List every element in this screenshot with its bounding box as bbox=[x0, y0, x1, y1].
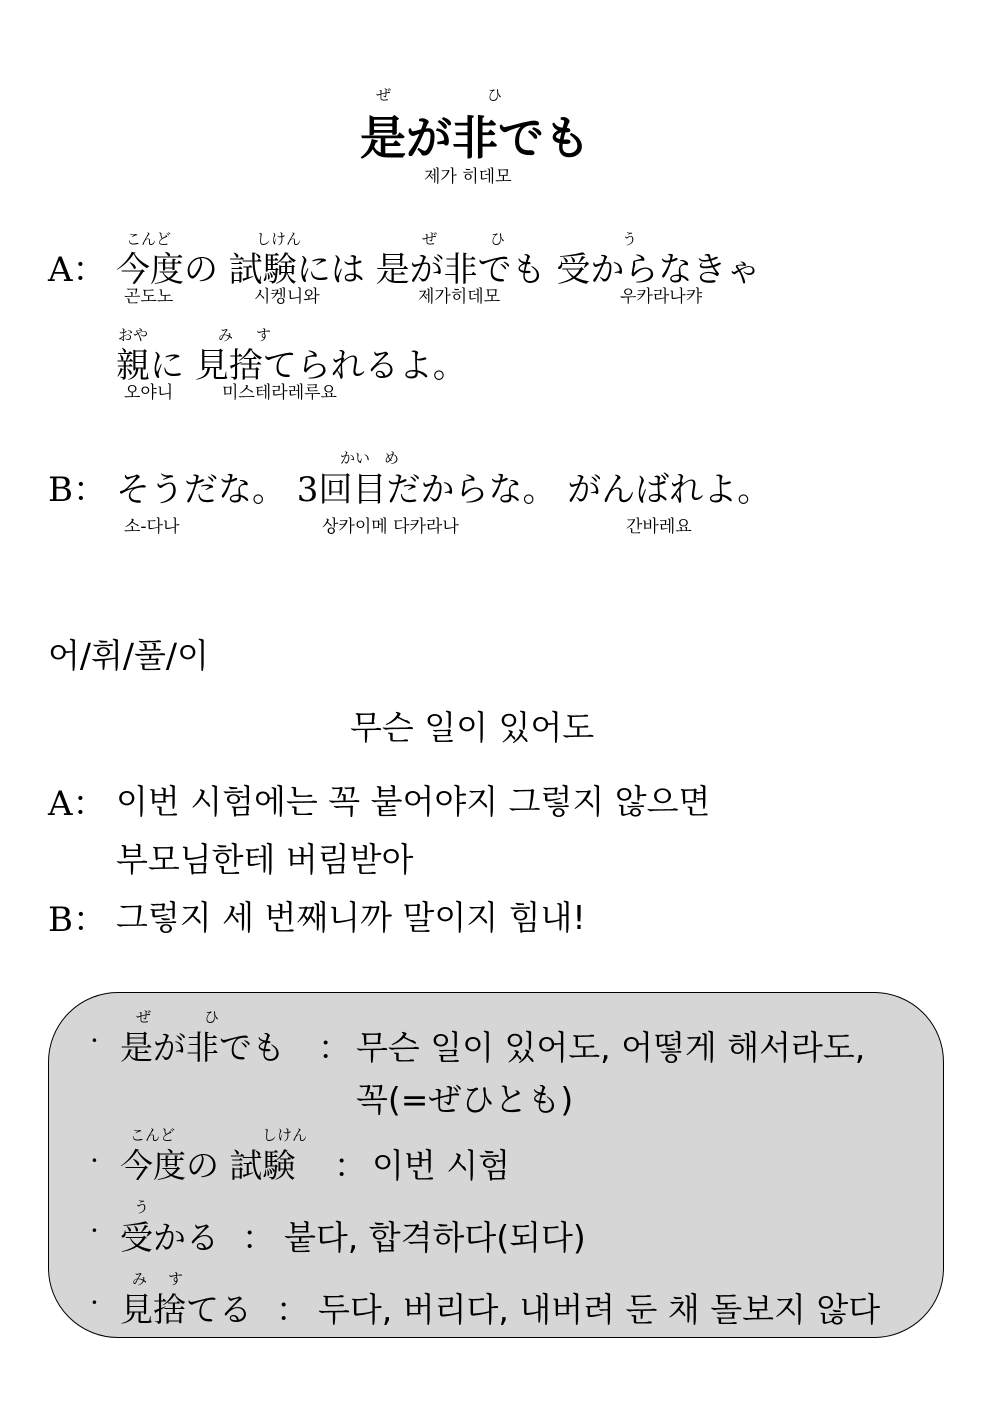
page-title: 是が非でも bbox=[360, 111, 590, 165]
gloss-term-2: 今度の 試験 bbox=[120, 1146, 296, 1185]
ruby-kondo: こんど bbox=[126, 230, 172, 248]
translation-b-line: 그렇지 세 번째니까 말이지 힘내! bbox=[116, 898, 586, 937]
reading-ganbareyo: 간바레요 bbox=[626, 517, 692, 537]
gloss-ruby-ze: ぜ bbox=[136, 1008, 152, 1026]
ruby-kai: かい bbox=[340, 449, 371, 467]
ruby-u: う bbox=[622, 230, 638, 248]
reading-kondono: 곤도노 bbox=[124, 287, 174, 307]
reading-misuterareruyo: 미스테라레루요 bbox=[222, 383, 337, 403]
title-reading: 제가 히데모 bbox=[424, 167, 512, 187]
reading-sankaime: 상카이메 다카라나 bbox=[322, 517, 459, 537]
reading-oyani: 오야니 bbox=[124, 383, 174, 403]
gloss-meaning-2: 이번 시험 bbox=[372, 1146, 511, 1185]
ruby-me: め bbox=[384, 449, 400, 467]
reading-zegahidemo: 제가히데모 bbox=[418, 287, 501, 307]
gloss-sep-2: ： bbox=[334, 1146, 367, 1185]
dialogue-a-line1: 今度の 試験には 是が非でも 受からなきゃ bbox=[116, 250, 761, 290]
gloss-term-4: 見捨てる bbox=[120, 1290, 252, 1329]
translation-a-label: A： bbox=[48, 784, 107, 824]
ruby-mi: み bbox=[218, 326, 234, 344]
title-ruby-hi: ひ bbox=[487, 86, 503, 104]
gloss-ruby-kondo: こんど bbox=[130, 1126, 176, 1144]
reading-shikenniwa: 시켕니와 bbox=[254, 287, 320, 307]
ruby-shiken: しけん bbox=[256, 230, 302, 248]
vocab-heading: 어/휘/풀/이 bbox=[48, 636, 209, 675]
ruby-hi: ひ bbox=[490, 230, 506, 248]
gloss-sep-3: ： bbox=[242, 1218, 275, 1257]
gloss-term-3: 受かる bbox=[120, 1218, 219, 1257]
gloss-ruby-mi: み bbox=[132, 1270, 148, 1288]
gloss-term-1: 是が非でも bbox=[120, 1028, 285, 1067]
title-ruby-ze: ぜ bbox=[376, 86, 392, 104]
dialogue-b-line: そうだな。 3回目だからな。 がんばれよ。 bbox=[116, 470, 772, 510]
gloss-meaning-1b: 꼭(=ぜひとも) bbox=[356, 1080, 574, 1119]
ruby-ze: ぜ bbox=[422, 230, 438, 248]
gloss-ruby-hi: ひ bbox=[204, 1008, 220, 1026]
translation-b-label: B： bbox=[48, 900, 107, 940]
gloss-meaning-4: 두다, 버리다, 내버려 둔 채 돌보지 않다 bbox=[318, 1290, 881, 1329]
reading-ukaranakya: 우카라나캬 bbox=[620, 287, 703, 307]
gloss-ruby-u: う bbox=[134, 1198, 150, 1216]
translation-a-line2: 부모님한테 버림받아 bbox=[116, 840, 414, 879]
dialogue-a-label: A： bbox=[48, 250, 107, 290]
translation-a-line1: 이번 시험에는 꼭 붙어야지 그렇지 않으면 bbox=[116, 782, 711, 821]
gloss-ruby-su: す bbox=[168, 1270, 184, 1288]
bullet-4: · bbox=[90, 1286, 99, 1319]
bullet-2: · bbox=[90, 1144, 99, 1177]
gloss-sep-1: ： bbox=[318, 1028, 351, 1067]
dialogue-b-label: B： bbox=[48, 470, 107, 510]
ruby-su: す bbox=[256, 326, 272, 344]
gloss-meaning-1: 무슨 일이 있어도, 어떻게 해서라도, bbox=[356, 1028, 866, 1067]
meaning-title: 무슨 일이 있어도 bbox=[350, 708, 595, 747]
dialogue-a-line2: 親に 見捨てられるよ。 bbox=[116, 346, 467, 386]
gloss-ruby-shiken: しけん bbox=[262, 1126, 308, 1144]
bullet-3: · bbox=[90, 1214, 99, 1247]
bullet-1: · bbox=[90, 1024, 99, 1057]
ruby-oya: おや bbox=[118, 326, 149, 344]
gloss-sep-4: ： bbox=[276, 1290, 309, 1329]
reading-sodana: 소-다나 bbox=[124, 517, 180, 537]
gloss-meaning-3: 붙다, 합격하다(되다) bbox=[284, 1218, 586, 1257]
